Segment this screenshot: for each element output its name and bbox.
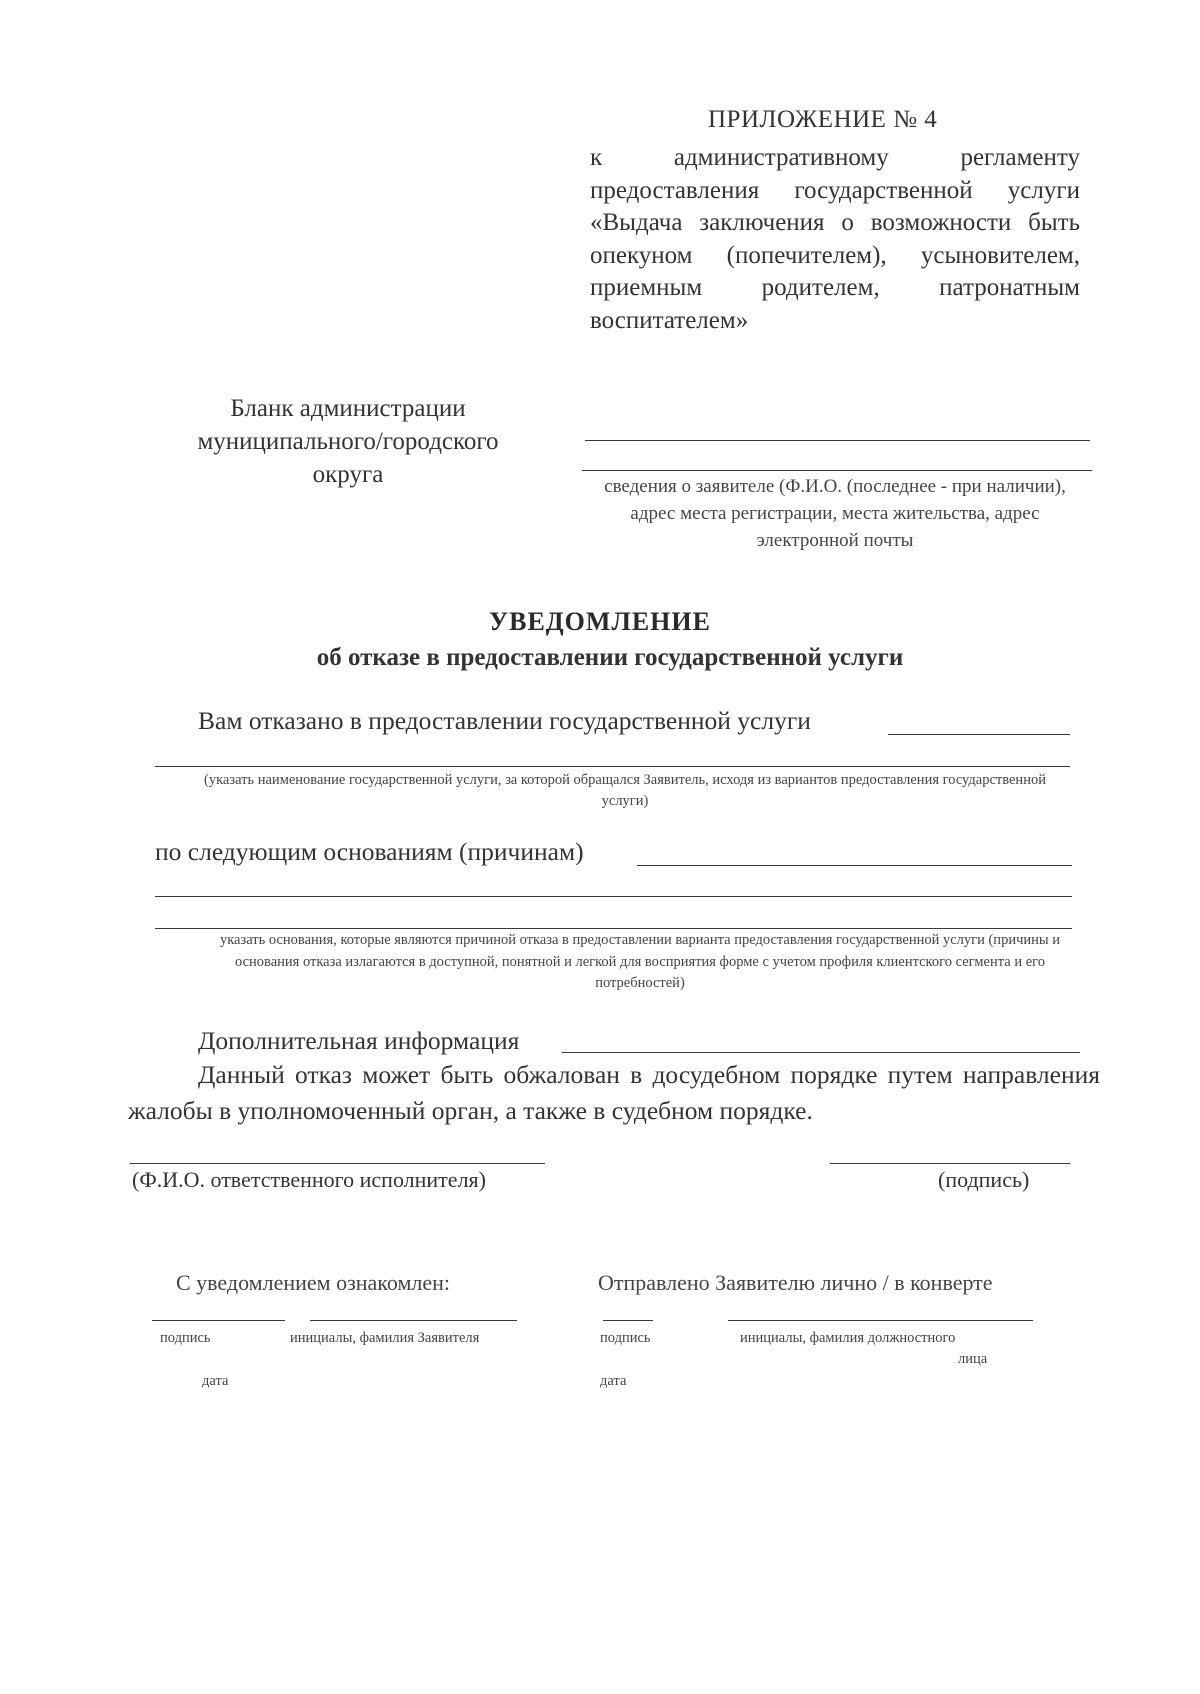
- executor-fio-caption: (Ф.И.О. ответственного исполнителя): [132, 1167, 486, 1192]
- acquainted-label: С уведомлением ознакомлен:: [176, 1270, 451, 1295]
- notice-subtitle: об отказе в предоставлении государственной услуги: [316, 644, 904, 671]
- appendix-title: ПРИЛОЖЕНИЕ № 4: [708, 106, 938, 133]
- executor-fio-line[interactable]: [130, 1163, 545, 1164]
- notice-title: УВЕДОМЛЕНИЕ: [489, 607, 711, 636]
- grounds-line-3[interactable]: [155, 928, 1072, 929]
- acquainted-initials-line[interactable]: [310, 1320, 517, 1321]
- sent-initials-caption-2: лица: [958, 1351, 988, 1367]
- appendix-body: к административному регламенту предоставления государственной услуги «Выдача заключения о возможности быть опекуном (попечителем), усыновителем, приемным родителем, патронатным воспитателем»: [590, 144, 1080, 334]
- sent-signature-caption: подпись: [600, 1330, 651, 1346]
- grounds-hint: указать основания, которые являются причиной отказа в предоставлении варианта предоставления государственной услуги (причины и основания отказа излагаются в доступной, понятной и легкой для восприятия форме с учетом профиля клиентского сегмента и его потребностей): [219, 932, 1061, 991]
- blank-line-1: Бланк администрации: [230, 395, 466, 422]
- service-name-line-2[interactable]: [155, 766, 1070, 767]
- sent-signature-line[interactable]: [603, 1320, 653, 1321]
- refusal-hint: (указать наименование государственной услуги, за которой обращался Заявитель, исходя из вариантов предоставления государственной услуги): [204, 772, 1046, 809]
- acquainted-signature-line[interactable]: [152, 1320, 285, 1321]
- acquainted-date-caption: дата: [202, 1373, 229, 1389]
- acquainted-signature-caption: подпись: [160, 1330, 211, 1346]
- sent-initials-line[interactable]: [728, 1320, 1033, 1321]
- grounds-label: по следующим основаниям (причинам): [155, 837, 584, 866]
- applicant-caption: сведения о заявителе (Ф.И.О. (последнее - при наличии), адрес места регистрации, места жительства, адрес электронной почты: [604, 476, 1066, 551]
- applicant-line-1[interactable]: [585, 440, 1090, 441]
- appeal-text: Данный отказ может быть обжалован в досудебном порядке путем направления жалобы в уполномоченный орган, а также в судебном порядке.: [128, 1060, 1100, 1125]
- additional-info-label: Дополнительная информация: [198, 1026, 520, 1055]
- additional-info-field[interactable]: [562, 1052, 1080, 1053]
- applicant-line-2[interactable]: [582, 470, 1092, 471]
- sent-date-caption: дата: [600, 1373, 627, 1389]
- blank-line-3: округа: [312, 461, 384, 488]
- executor-signature-line[interactable]: [830, 1163, 1070, 1164]
- executor-signature-caption: (подпись): [938, 1167, 1030, 1192]
- acquainted-initials-caption: инициалы, фамилия Заявителя: [290, 1330, 480, 1346]
- administration-blank: [168, 392, 528, 491]
- grounds-line-2[interactable]: [155, 896, 1072, 897]
- refusal-label: Вам отказано в предоставлении государственной услуги: [198, 706, 811, 735]
- sent-label: Отправлено Заявителю лично / в конверте: [598, 1270, 993, 1295]
- grounds-field[interactable]: [637, 865, 1072, 866]
- sent-initials-caption: инициалы, фамилия должностного: [740, 1330, 956, 1346]
- blank-line-2: муниципального/городского: [197, 428, 499, 455]
- service-name-field[interactable]: [888, 734, 1070, 735]
